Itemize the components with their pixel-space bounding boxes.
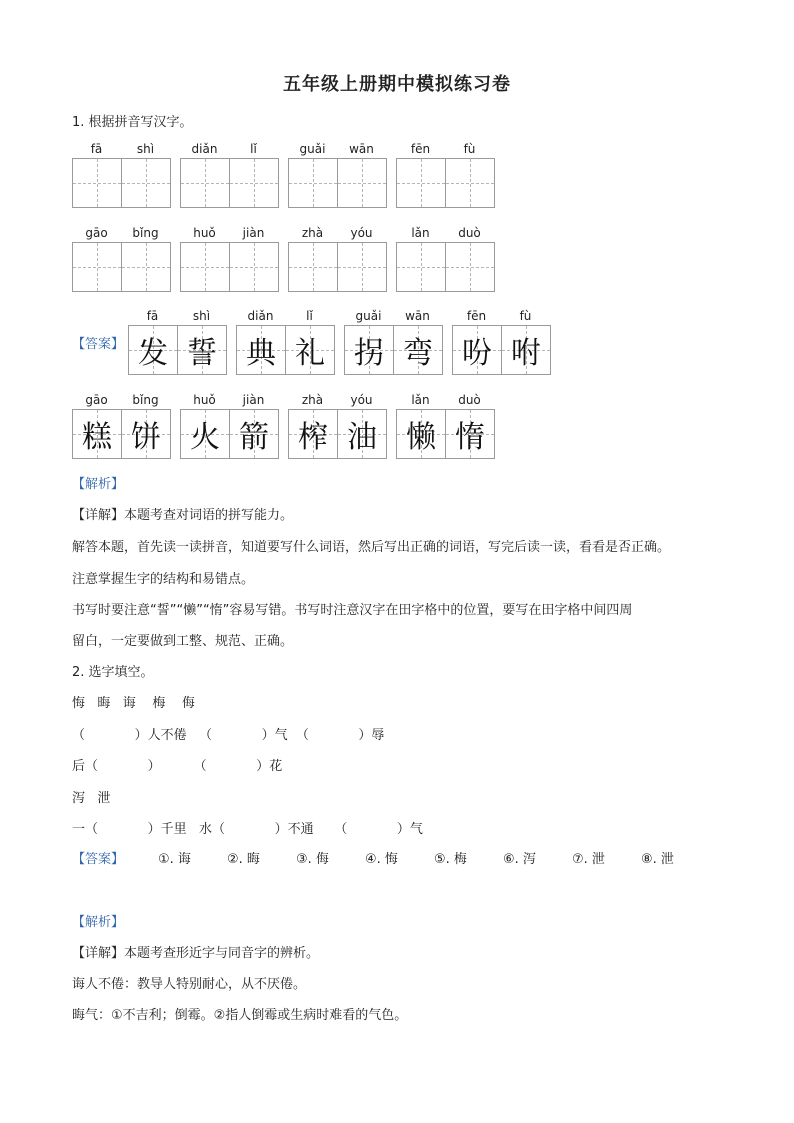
- pinyin-label: shì: [136, 142, 155, 156]
- q1-detail: 【详解】本题考查对词语的拼写能力。: [72, 508, 294, 523]
- pinyin-row: [180, 393, 279, 409]
- tianzige-cell: [181, 410, 229, 458]
- word-box-pair: [72, 393, 171, 459]
- q2-answer-item: ①. 诲: [158, 852, 191, 867]
- word-box-pair: [72, 142, 171, 208]
- pinyin-label: zhà: [301, 393, 324, 407]
- tianzige-cell: [73, 159, 121, 207]
- tianzige-cell: [73, 410, 121, 458]
- pinyin-row: [128, 309, 227, 325]
- page-title: 五年级上册期中模拟练习卷: [283, 74, 511, 95]
- tianzige-cell: [397, 159, 445, 207]
- pinyin-label: fā: [90, 142, 103, 156]
- answer-character: 咐: [511, 336, 541, 371]
- q2-answer-label: 【答案】: [72, 852, 125, 867]
- pinyin-row: [180, 142, 279, 158]
- q2-blank-line-3: 一（ ）千里 水（ ）不通 （ ）气: [72, 822, 423, 837]
- pinyin-label: wān: [405, 309, 430, 323]
- pinyin-row: [288, 393, 387, 409]
- tianzige-cell: [289, 159, 337, 207]
- tianzige-cell: [445, 410, 494, 458]
- q2-answer-item: ④. 悔: [365, 852, 398, 867]
- answer-character: 发: [138, 336, 168, 371]
- pinyin-label: gāo: [85, 226, 108, 240]
- answer-character: 礼: [295, 336, 325, 371]
- answer-character: 吩: [462, 336, 492, 371]
- q1-answer-row-1: [128, 309, 560, 375]
- word-box-pair: [288, 142, 387, 208]
- q1-answer-row-2: [72, 393, 504, 459]
- tianzige-cell: [453, 326, 501, 374]
- tianzige-boxes: [288, 158, 387, 208]
- tianzige-cell: [229, 159, 278, 207]
- answer-character: 油: [347, 420, 377, 455]
- tianzige-cell: [181, 243, 229, 291]
- pinyin-label: duò: [458, 393, 481, 407]
- q2-answer-item: ⑧. 泄: [641, 852, 674, 867]
- tianzige-cell: [229, 410, 278, 458]
- pinyin-label: gāo: [85, 393, 108, 407]
- word-box-pair: [236, 309, 335, 375]
- answer-character: 糕: [82, 420, 112, 455]
- pinyin-label: diǎn: [247, 309, 274, 323]
- question-1-heading: 1. 根据拼音写汉字。: [72, 115, 193, 130]
- q2-explanation-2: 晦气：①不吉利；倒霉。②指人倒霉或生病时难看的气色。: [72, 1008, 408, 1023]
- word-box-pair: [344, 309, 443, 375]
- pinyin-label: jiàn: [242, 393, 265, 407]
- pinyin-label: lǎn: [411, 226, 430, 240]
- pinyin-label: bǐng: [132, 393, 159, 407]
- tianzige-boxes: [344, 325, 443, 375]
- q2-char-options-2: 泻 泄: [72, 791, 111, 806]
- q1-paragraph-1: 解答本题，首先读一读拼音，知道要写什么词语，然后写出正确的词语，写完后读一读，看看是否正确。: [72, 540, 671, 555]
- tianzige-cell: [397, 243, 445, 291]
- tianzige-boxes: [452, 325, 551, 375]
- answer-character: 拐: [354, 336, 384, 371]
- word-box-pair: [452, 309, 551, 375]
- q2-explanation-1: 诲人不倦：教导人特别耐心，从不厌倦。: [72, 977, 307, 992]
- tianzige-cell: [237, 326, 285, 374]
- word-box-pair: [396, 226, 495, 292]
- word-box-pair: [72, 226, 171, 292]
- word-box-pair: [180, 226, 279, 292]
- tianzige-cell: [337, 243, 386, 291]
- answer-character: 典: [246, 336, 276, 371]
- pinyin-row: [236, 309, 335, 325]
- tianzige-boxes: [396, 409, 495, 459]
- tianzige-cell: [177, 326, 226, 374]
- q2-blank-line-1: （ ）人不倦 （ ）气 （ ）辱: [72, 728, 385, 743]
- q1-grid-row-2: [72, 226, 504, 292]
- word-box-pair: [180, 393, 279, 459]
- tianzige-cell: [289, 243, 337, 291]
- tianzige-cell: [129, 326, 177, 374]
- pinyin-row: [72, 393, 171, 409]
- answer-character: 火: [190, 420, 220, 455]
- q1-answer-label: 【答案】: [72, 337, 125, 352]
- tianzige-cell: [121, 159, 170, 207]
- pinyin-label: duò: [458, 226, 481, 240]
- tianzige-cell: [285, 326, 334, 374]
- answer-character: 惰: [455, 420, 485, 455]
- pinyin-label: fēn: [466, 309, 487, 323]
- q1-paragraph-3b: 留白，一定要做到工整、规范、正确。: [72, 634, 294, 649]
- answer-character: 榨: [298, 420, 328, 455]
- word-box-pair: [396, 142, 495, 208]
- pinyin-row: [452, 309, 551, 325]
- tianzige-boxes: [72, 242, 171, 292]
- tianzige-cell: [229, 243, 278, 291]
- tianzige-cell: [397, 410, 445, 458]
- tianzige-boxes: [288, 409, 387, 459]
- pinyin-label: lǐ: [306, 309, 313, 323]
- pinyin-label: lǐ: [250, 142, 257, 156]
- pinyin-label: shì: [192, 309, 211, 323]
- tianzige-cell: [121, 410, 170, 458]
- pinyin-label: fù: [463, 142, 476, 156]
- pinyin-label: guǎi: [299, 142, 326, 156]
- tianzige-boxes: [180, 158, 279, 208]
- word-box-pair: [180, 142, 279, 208]
- q1-analysis-label: 【解析】: [72, 477, 125, 492]
- tianzige-cell: [393, 326, 442, 374]
- q2-answer-item: ③. 侮: [296, 852, 329, 867]
- tianzige-cell: [121, 243, 170, 291]
- pinyin-label: jiàn: [242, 226, 265, 240]
- pinyin-label: guǎi: [355, 309, 382, 323]
- pinyin-row: [396, 226, 495, 242]
- answer-character: 箭: [239, 420, 269, 455]
- pinyin-label: diǎn: [191, 142, 218, 156]
- pinyin-row: [72, 226, 171, 242]
- pinyin-label: fā: [146, 309, 159, 323]
- answer-character: 懒: [406, 420, 436, 455]
- tianzige-boxes: [180, 242, 279, 292]
- tianzige-boxes: [288, 242, 387, 292]
- pinyin-row: [344, 309, 443, 325]
- q2-blank-line-2: 后（ ） （ ）花: [72, 759, 283, 774]
- tianzige-cell: [181, 159, 229, 207]
- tianzige-boxes: [128, 325, 227, 375]
- pinyin-row: [180, 226, 279, 242]
- q2-answer-item: ⑦. 泄: [572, 852, 605, 867]
- pinyin-label: lǎn: [411, 393, 430, 407]
- pinyin-label: bǐng: [132, 226, 159, 240]
- answer-character: 弯: [403, 336, 433, 371]
- pinyin-label: fēn: [410, 142, 431, 156]
- tianzige-boxes: [72, 409, 171, 459]
- q2-answer-item: ⑤. 梅: [434, 852, 467, 867]
- pinyin-label: huǒ: [193, 226, 216, 240]
- word-box-pair: [288, 393, 387, 459]
- tianzige-boxes: [180, 409, 279, 459]
- tianzige-cell: [337, 410, 386, 458]
- tianzige-boxes: [236, 325, 335, 375]
- pinyin-label: huǒ: [193, 393, 216, 407]
- answer-character: 饼: [131, 420, 161, 455]
- pinyin-label: wān: [349, 142, 374, 156]
- pinyin-row: [288, 142, 387, 158]
- pinyin-label: fù: [519, 309, 532, 323]
- q1-paragraph-2: 注意掌握生字的结构和易错点。: [72, 572, 255, 587]
- pinyin-row: [72, 142, 171, 158]
- q2-detail: 【详解】本题考查形近字与同音字的辨析。: [72, 946, 320, 961]
- tianzige-cell: [345, 326, 393, 374]
- tianzige-cell: [73, 243, 121, 291]
- q2-char-options-1: 悔 晦 诲 梅 侮: [72, 696, 195, 711]
- tianzige-boxes: [396, 158, 495, 208]
- question-2-heading: 2. 选字填空。: [72, 665, 154, 680]
- tianzige-boxes: [396, 242, 495, 292]
- tianzige-cell: [337, 159, 386, 207]
- q2-analysis-label: 【解析】: [72, 915, 125, 930]
- q2-answer-item: ②. 晦: [227, 852, 260, 867]
- pinyin-row: [396, 393, 495, 409]
- tianzige-cell: [445, 243, 494, 291]
- pinyin-row: [288, 226, 387, 242]
- pinyin-label: zhà: [301, 226, 324, 240]
- pinyin-row: [396, 142, 495, 158]
- word-box-pair: [396, 393, 495, 459]
- pinyin-label: yóu: [350, 393, 373, 407]
- answer-character: 誓: [187, 336, 217, 371]
- tianzige-cell: [501, 326, 550, 374]
- tianzige-cell: [289, 410, 337, 458]
- pinyin-label: yóu: [350, 226, 373, 240]
- word-box-pair: [288, 226, 387, 292]
- q1-grid-row-1: [72, 142, 504, 208]
- tianzige-cell: [445, 159, 494, 207]
- q2-answer-item: ⑥. 泻: [503, 852, 536, 867]
- tianzige-boxes: [72, 158, 171, 208]
- q2-answer-list: [158, 848, 710, 867]
- q1-paragraph-3a: 书写时要注意“誓”“懒”“惰”容易写错。书写时注意汉字在田字格中的位置，要写在田字格中间四周: [72, 603, 633, 618]
- word-box-pair: [128, 309, 227, 375]
